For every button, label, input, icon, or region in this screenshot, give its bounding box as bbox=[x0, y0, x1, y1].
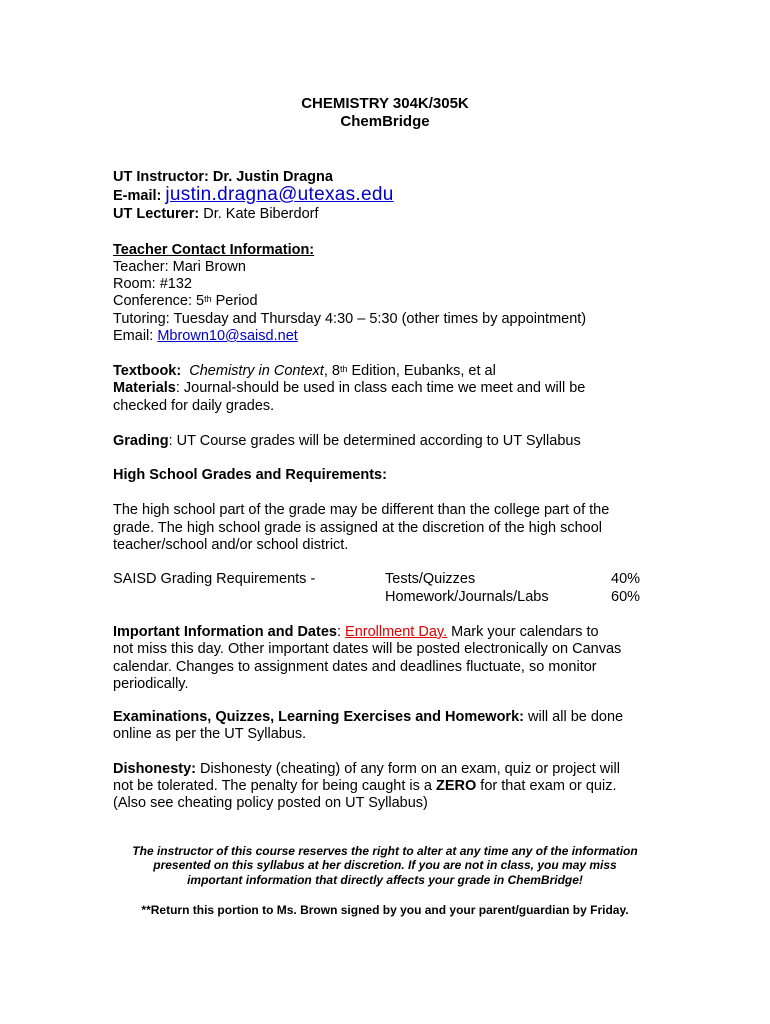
course-title: CHEMISTRY 304K/305K bbox=[301, 95, 469, 112]
conference-period: Period bbox=[211, 293, 258, 309]
materials-line-1 bbox=[113, 380, 585, 397]
important-colon: : bbox=[336, 624, 346, 640]
teacher-tutoring: Tutoring: Tuesday and Thursday 4:30 – 5:30 (other times by appointment) bbox=[113, 311, 587, 327]
conference-sup: th bbox=[204, 294, 212, 304]
hs-grades-heading: High School Grades and Requirements: bbox=[113, 467, 387, 483]
teacher-room: Room: #132 bbox=[113, 276, 192, 292]
teacher-email-link[interactable]: Mbrown10@saisd.net bbox=[157, 328, 298, 344]
dishonesty-text-2: not be tolerated. The penalty for being caught is a bbox=[113, 778, 436, 794]
enrollment-day-link[interactable]: Enrollment Day. bbox=[345, 624, 448, 640]
instructor-label: UT Instructor: bbox=[113, 169, 209, 185]
instructor-email-link[interactable]: justin.dragna@utexas.edu bbox=[165, 184, 394, 205]
grading-text: : UT Course grades will be determined according to UT Syllabus bbox=[168, 433, 581, 449]
teacher-email-line bbox=[113, 328, 298, 345]
important-line-3: calendar. Changes to assignment dates and deadlines fluctuate, so monitor bbox=[113, 659, 597, 675]
saisd-item-homework: Homework/Journals/Labs bbox=[385, 589, 549, 605]
teacher-contact-heading: Teacher Contact Information: bbox=[113, 242, 315, 258]
disclaimer-line-2: presented on this syllabus at her discretion. If you are not in class, you may miss bbox=[153, 858, 617, 872]
important-line-4: periodically. bbox=[113, 676, 189, 692]
lecturer-label: UT Lecturer: bbox=[113, 206, 200, 222]
important-label: Important Information and Dates bbox=[113, 624, 337, 640]
textbook-label: Textbook: bbox=[113, 363, 182, 379]
saisd-pct-homework: 60% bbox=[611, 589, 641, 605]
hs-grades-text-3: teacher/school and/or school district. bbox=[113, 537, 349, 553]
textbook-edition-rest: Edition, Eubanks, et al bbox=[347, 363, 496, 379]
dishonesty-line-3: (Also see cheating policy posted on UT Syllabus) bbox=[113, 795, 428, 811]
zero-emphasis: ZERO bbox=[435, 778, 477, 794]
materials-text-1: : Journal-should be used in class each time we meet and will be bbox=[175, 380, 586, 396]
important-line-2: not miss this day. Other important dates will be posted electronically on Canvas bbox=[113, 641, 622, 657]
hs-grades-text-2: grade. The high school grade is assigned at the discretion of the high school bbox=[113, 520, 603, 536]
hs-grades-text-1: The high school part of the grade may be different than the college part of the bbox=[113, 502, 610, 518]
dishonesty-text-1: Dishonesty (cheating) of any form on an exam, quiz or project will bbox=[196, 761, 620, 777]
exams-line-2: online as per the UT Syllabus. bbox=[113, 726, 307, 742]
dishonesty-line-1 bbox=[113, 761, 620, 778]
disclaimer-line-3: important information that directly affects your grade in ChemBridge! bbox=[187, 873, 583, 887]
instructor-name: Dr. Justin Dragna bbox=[212, 169, 333, 185]
important-text-1: Mark your calendars to bbox=[447, 624, 599, 640]
email-label: E-mail: bbox=[113, 188, 162, 204]
textbook-line bbox=[113, 363, 496, 380]
program-title: ChemBridge bbox=[340, 113, 430, 130]
lecturer-name: Dr. Kate Biberdorf bbox=[203, 206, 319, 222]
teacher-conference bbox=[113, 293, 258, 310]
dishonesty-text-2b: for that exam or quiz. bbox=[476, 778, 617, 794]
exams-line-1 bbox=[113, 709, 623, 726]
saisd-pct-tests: 40% bbox=[611, 571, 641, 587]
saisd-label: SAISD Grading Requirements - bbox=[113, 571, 316, 587]
textbook-edition-sup: th bbox=[339, 364, 348, 374]
textbook-title: Chemistry in Context bbox=[189, 363, 324, 379]
dishonesty-label: Dishonesty: bbox=[113, 761, 196, 777]
return-note: **Return this portion to Ms. Brown signed by you and your parent/guardian by Friday. bbox=[141, 903, 629, 917]
teacher-email-label: Email: bbox=[113, 328, 158, 344]
lecturer-line bbox=[113, 206, 319, 223]
saisd-item-tests: Tests/Quizzes bbox=[385, 571, 476, 587]
teacher-name: Teacher: Mari Brown bbox=[113, 259, 246, 275]
textbook-edition: , 8 bbox=[323, 363, 340, 379]
grading-line bbox=[113, 433, 581, 450]
important-line-1 bbox=[113, 624, 599, 641]
grading-label: Grading bbox=[113, 433, 169, 449]
materials-line-2: checked for daily grades. bbox=[113, 398, 275, 414]
dishonesty-line-2 bbox=[113, 778, 617, 795]
exams-text-1: will all be done bbox=[523, 709, 624, 725]
disclaimer-line-1: The instructor of this course reserves the right to alter at any time any of the information bbox=[132, 844, 638, 858]
materials-label: Materials bbox=[113, 380, 176, 396]
instructor-email-line bbox=[113, 186, 394, 205]
exams-label: Examinations, Quizzes, Learning Exercises and Homework: bbox=[113, 709, 524, 725]
conference-text: Conference: 5 bbox=[113, 293, 205, 309]
